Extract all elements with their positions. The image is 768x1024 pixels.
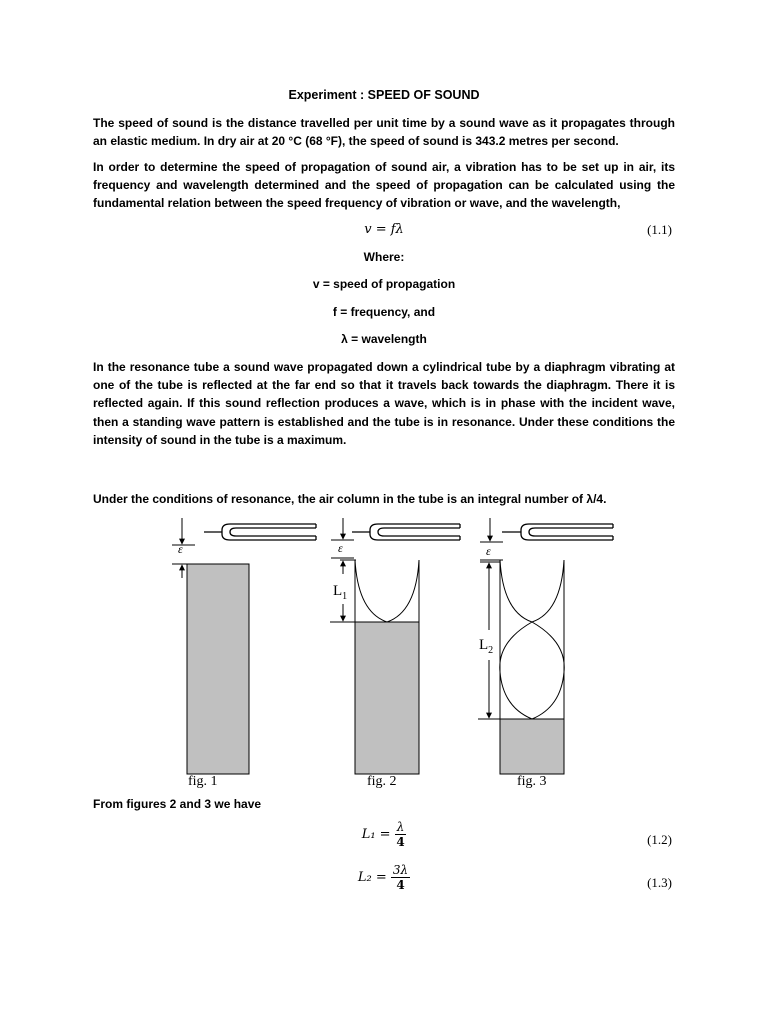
water-column-2: [355, 622, 419, 774]
equation-1-3-numerator: 3λ: [392, 863, 409, 877]
equation-1-1: v = fλ: [364, 222, 404, 237]
equation-1-3-fraction: [391, 863, 410, 892]
equation-1-2-lhs: L₁ =: [361, 827, 391, 842]
where-heading: Where:: [363, 250, 405, 264]
equation-1-3-number: (1.3): [647, 875, 672, 890]
water-column-3: [500, 719, 564, 774]
tuning-fork-3: [502, 524, 613, 540]
equation-1-2-number: (1.2): [647, 832, 672, 847]
figure-2-caption: fig. 2: [367, 774, 397, 789]
equation-1-3-denominator: 4: [396, 878, 405, 892]
figure-3-caption: fig. 3: [517, 774, 547, 789]
equation-1-2-fraction: [395, 820, 407, 849]
equation-1-1-lhs: v: [364, 222, 372, 237]
equation-1-1-number: (1.1): [647, 222, 672, 237]
L2-label: $L_2$: [479, 637, 494, 656]
water-column-1: [187, 564, 249, 774]
equation-1-3-lhs: L₂ =: [357, 870, 387, 885]
figure-3: [478, 518, 613, 789]
where-lambda: λ = wavelength: [341, 332, 427, 346]
epsilon-label-3: ε: [486, 544, 491, 558]
wave-3-left: [500, 560, 532, 719]
figure-1: [172, 518, 316, 789]
tuning-fork-1: [204, 524, 316, 540]
wave-2-left: [355, 560, 387, 622]
where-v: v = speed of propagation: [312, 277, 456, 291]
epsilon-marker-3: [480, 518, 503, 560]
figure-1-caption: fig. 1: [188, 774, 218, 789]
wave-3-right: [532, 560, 564, 719]
equation-1-2-numerator: λ: [396, 820, 405, 834]
paragraph-resonance-tube: In the resonance tube a sound wave propagated down a cylindrical tube by a diaphragm vibrating at one of the tube is reflected at the far end so that it travels back towards the diaphragm. There it is reflected again. If this sound reflection produces a wave, which is in phase with the incident wave, then a standing wave pattern is established and the tube is in resonance. Under these conditions the intensity of sound in the tube is a maximum.: [93, 360, 675, 447]
epsilon-label-1: ε: [178, 542, 183, 556]
tuning-fork-2: [352, 524, 460, 540]
wave-2-right: [387, 560, 419, 622]
paragraph-resonance-condition: Under the conditions of resonance, the air column in the tube is an integral number of λ/4.: [93, 492, 607, 506]
equation-1-1-rhs: fλ: [390, 222, 404, 237]
paragraph-from-figures: From figures 2 and 3 we have: [93, 797, 262, 811]
resonance-tube-figures: [0, 512, 768, 792]
epsilon-label-2: ε: [338, 541, 343, 555]
paragraph-definition: The speed of sound is the distance travelled per unit time by a sound wave as it propagates through an elastic medium. In dry air at 20 °C (68 °F), the speed of sound is 343.2 metres per second.: [93, 116, 675, 149]
figure-2: [330, 518, 460, 789]
L1-label: $L_1$: [333, 583, 348, 602]
equation-1-2-denominator: 4: [396, 835, 405, 849]
where-f: f = frequency, and: [332, 305, 436, 319]
page-title: Experiment : SPEED OF SOUND: [288, 88, 480, 102]
paragraph-method: In order to determine the speed of propagation of sound air, a vibration has to be set up in air, its frequency and wavelength determined and the speed of propagation can be calculated using the fundamental relation between the speed frequency of vibration or wave, and the wavelength,: [93, 160, 675, 211]
